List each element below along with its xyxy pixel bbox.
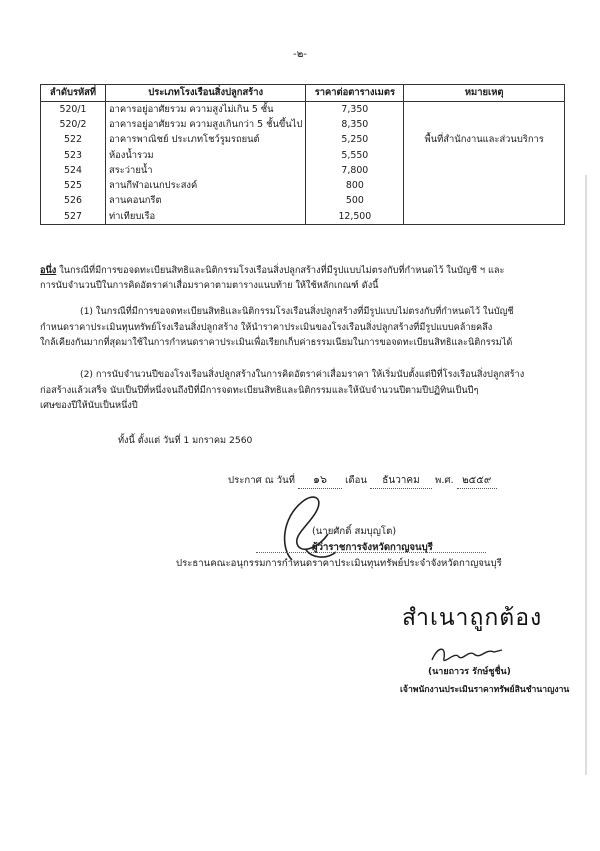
row-code: 526 xyxy=(41,194,106,209)
note-intro-line-1: อนึ่ง ในกรณีที่มีการขอจดทะเบียนสิทธิและนิติกรรมโรงเรือนสิ่งปลูกสร้างที่มีรูปแบบไม่ตรงกับที่กำหนดไว้ ในบัญชี ฯ และ xyxy=(40,265,505,276)
row-note xyxy=(404,117,565,132)
announce-date-line xyxy=(228,470,588,489)
header-code: ลำดับรหัสที่ xyxy=(41,85,106,102)
row-code: 522 xyxy=(41,133,106,148)
announce-year: ๒๕๕๙ xyxy=(457,473,497,489)
row-code: 525 xyxy=(41,178,106,193)
row-note xyxy=(404,102,565,118)
announce-year-label: พ.ศ. xyxy=(435,475,454,486)
certifier-office: เจ้าพนักงานประเมินราคาทรัพย์สินชำนาญงาน xyxy=(400,685,570,695)
row-type: อาคารอยู่อาศัยรวม ความสูงเกินกว่า 5 ชั้นขึ้นไป xyxy=(106,117,306,132)
row-price: 500 xyxy=(306,194,404,209)
header-note: หมายเหตุ xyxy=(404,85,565,102)
row-code: 524 xyxy=(41,163,106,178)
certifier-name: (นายถาวร รักษ์ชูชื่น) xyxy=(428,667,511,677)
row-type: ห้องน้ำรวม xyxy=(106,148,306,163)
table-row xyxy=(41,163,565,178)
row-type: สระว่ายน้ำ xyxy=(106,163,306,178)
row-type: อาคารพาณิชย์ ประเภทโชว์รูมรถยนต์ xyxy=(106,133,306,148)
row-type: ท่าเทียบเรือ xyxy=(106,209,306,225)
row-note: พื้นที่สำนักงานและส่วนบริการ xyxy=(404,133,565,148)
row-note xyxy=(404,178,565,193)
table-row xyxy=(41,102,565,118)
row-type: ลานกีฬาอเนกประสงค์ xyxy=(106,178,306,193)
note-intro xyxy=(40,263,580,293)
note-item-1-cont: กำหนดราคาประเมินทุนทรัพย์โรงเรือนสิ่งปลูกสร้าง ให้นำราคาประเมินของโรงเรือนสิ่งปลูกสร้างที่มีรูปแบบคล้ายคลึง ใกล้เคียงกันมากที่สุดมาใช้ในการกำหนดราคาประเมินเพื่อเรียกเก็บค่าธรรมเนียมในการขอจดทะเบียนสิทธิและนิติกรรมได้ xyxy=(40,322,513,348)
row-price: 5,550 xyxy=(306,148,404,163)
row-price: 5,250 xyxy=(306,133,404,148)
building-rate-table xyxy=(40,84,565,225)
row-price: 7,350 xyxy=(306,102,404,118)
note-label: อนึ่ง xyxy=(40,265,57,276)
row-price: 8,350 xyxy=(306,117,404,132)
signer-name: (นายศักดิ์ สมบุญโต) xyxy=(312,526,397,537)
table-row xyxy=(41,209,565,225)
note-item-2-cont: ก่อสร้างแล้วเสร็จ นับเป็นปีที่หนึ่งจนถึงปีที่มีการจดทะเบียนสิทธิและนิติกรรมและให้นับจำนวนปีตามปีปฏิทินเป็นปีๆ เศษของปีให้นับเป็นหนึ่งปี xyxy=(40,385,479,411)
signer-title: ผู้ว่าราชการจังหวัดกาญจนบุรี xyxy=(312,542,433,553)
row-type: ลานคอนกรีต xyxy=(106,194,306,209)
row-code: 520/2 xyxy=(41,117,106,132)
announce-prefix: ประกาศ ณ วันที่ xyxy=(228,475,295,486)
row-note xyxy=(404,148,565,163)
table-row xyxy=(41,148,565,163)
header-type: ประเภทโรงเรือนสิ่งปลูกสร้าง xyxy=(106,85,306,102)
row-code: 523 xyxy=(41,148,106,163)
row-type: อาคารอยู่อาศัยรวม ความสูงไม่เกิน 5 ชั้น xyxy=(106,102,306,118)
binding-margin-line xyxy=(585,175,587,775)
row-note xyxy=(404,194,565,209)
table-header-row xyxy=(41,85,565,102)
signer-position: ประธานคณะอนุกรรมการกำหนดราคาประเมินทุนทรัพย์ประจำจังหวัดกาญจนบุรี xyxy=(176,558,502,569)
effective-date: ทั้งนี้ ตั้งแต่ วันที่ 1 มกราคม 2560 xyxy=(118,435,253,446)
row-code: 520/1 xyxy=(41,102,106,118)
announce-month: ธันวาคม xyxy=(370,473,432,489)
note-item-1: (1) ในกรณีที่มีการขอจดทะเบียนสิทธิและนิติกรรมโรงเรือนสิ่งปลูกสร้างที่มีรูปแบบไม่ตรงกับที่กำหนดไว้ ในบัญชี xyxy=(80,306,514,317)
note-intro-line-2: การนับจำนวนปีในการคิดอัตราค่าเสื่อมราคาตามตารางแนบท้าย ให้ใช้หลักเกณฑ์ ดังนี้ xyxy=(40,280,379,291)
note-item-2: (2) การนับจำนวนปีของโรงเรือนสิ่งปลูกสร้างในการคิดอัตราค่าเสื่อมราคา ให้เริ่มนับตั้งแต่ปีที่โรงเรือนสิ่งปลูกสร้าง xyxy=(80,369,525,380)
announce-day: ๑๖ xyxy=(298,470,342,489)
page-number: -๒- xyxy=(293,49,307,60)
table-row xyxy=(41,194,565,209)
announce-month-label: เดือน xyxy=(345,475,367,486)
row-note xyxy=(404,163,565,178)
row-note xyxy=(404,209,565,225)
row-code: 527 xyxy=(41,209,106,225)
row-price: 12,500 xyxy=(306,209,404,225)
header-price: ราคาต่อตารางเมตร xyxy=(306,85,404,102)
row-price: 800 xyxy=(306,178,404,193)
table-row xyxy=(41,117,565,132)
row-price: 7,800 xyxy=(306,163,404,178)
certified-copy-stamp: สำเนาถูกต้อง xyxy=(402,605,543,631)
table-row xyxy=(41,133,565,148)
table-row xyxy=(41,178,565,193)
